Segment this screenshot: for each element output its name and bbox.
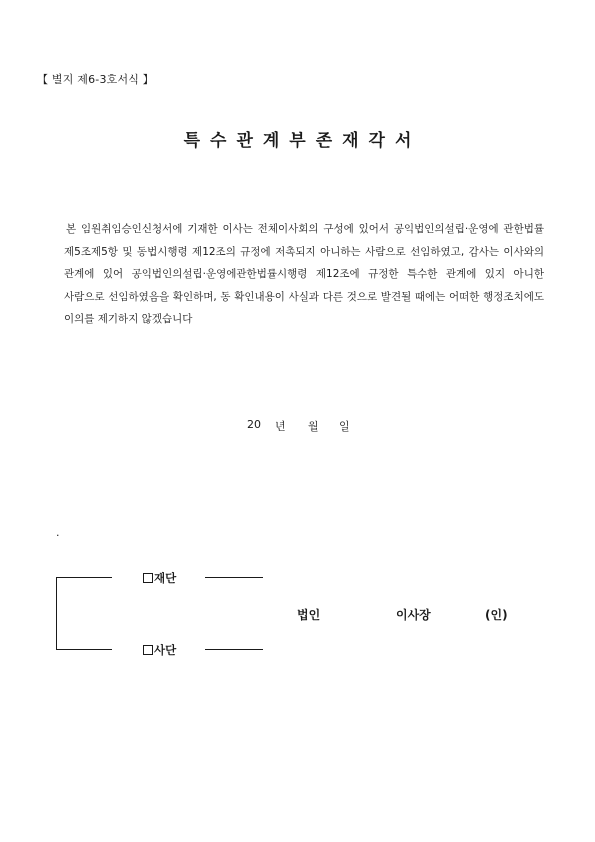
checkbox-foundation[interactable] xyxy=(143,573,153,583)
option-association[interactable] xyxy=(143,642,176,658)
checkbox-association[interactable] xyxy=(143,645,153,655)
document-title: 특수관계부존재각서 xyxy=(183,131,422,151)
date-year-prefix: 20 xyxy=(247,418,261,431)
bracket-bottom-line xyxy=(56,649,112,650)
corporation-label: 법인 xyxy=(297,608,321,622)
date-year-unit: 년 xyxy=(275,420,286,433)
option-association-label: 사단 xyxy=(154,643,177,657)
seal-label: (인) xyxy=(485,608,508,622)
chairman-label: 이사장 xyxy=(396,608,431,622)
bracket-vertical-line xyxy=(56,577,57,649)
option-foundation-label: 재단 xyxy=(154,571,177,585)
bracket-top-line xyxy=(56,577,112,578)
date-month-unit: 월 xyxy=(308,420,319,433)
dot-mark: . xyxy=(56,526,60,539)
association-trailing-line xyxy=(205,649,263,650)
foundation-trailing-line xyxy=(205,577,263,578)
option-foundation[interactable] xyxy=(143,570,176,586)
form-number: 【 별지 제6-3호서식 】 xyxy=(37,73,155,86)
date-day-unit: 일 xyxy=(339,420,350,433)
statement-paragraph: 본 임원취임승인신청서에 기재한 이사는 전체이사회의 구성에 있어서 공익법인의설립·운영에 관한법률 제5조제5항 및 동법시행령 제12조의 규정에 저촉되지 아니하는 사람으로 선임하였고, 감사는 이사와의 관계에 있어 공익법인의설립·운영에관한법률시행령 제12조에 규정한 특수한 관계에 있지 아니한 사람으로 선임하였음을 확인하며, 동 확인내용이 사실과 다른 것으로 발견될 때에는 어떠한 행정조치에도 이의를 제기하지 않겠습니다 xyxy=(64,223,544,326)
